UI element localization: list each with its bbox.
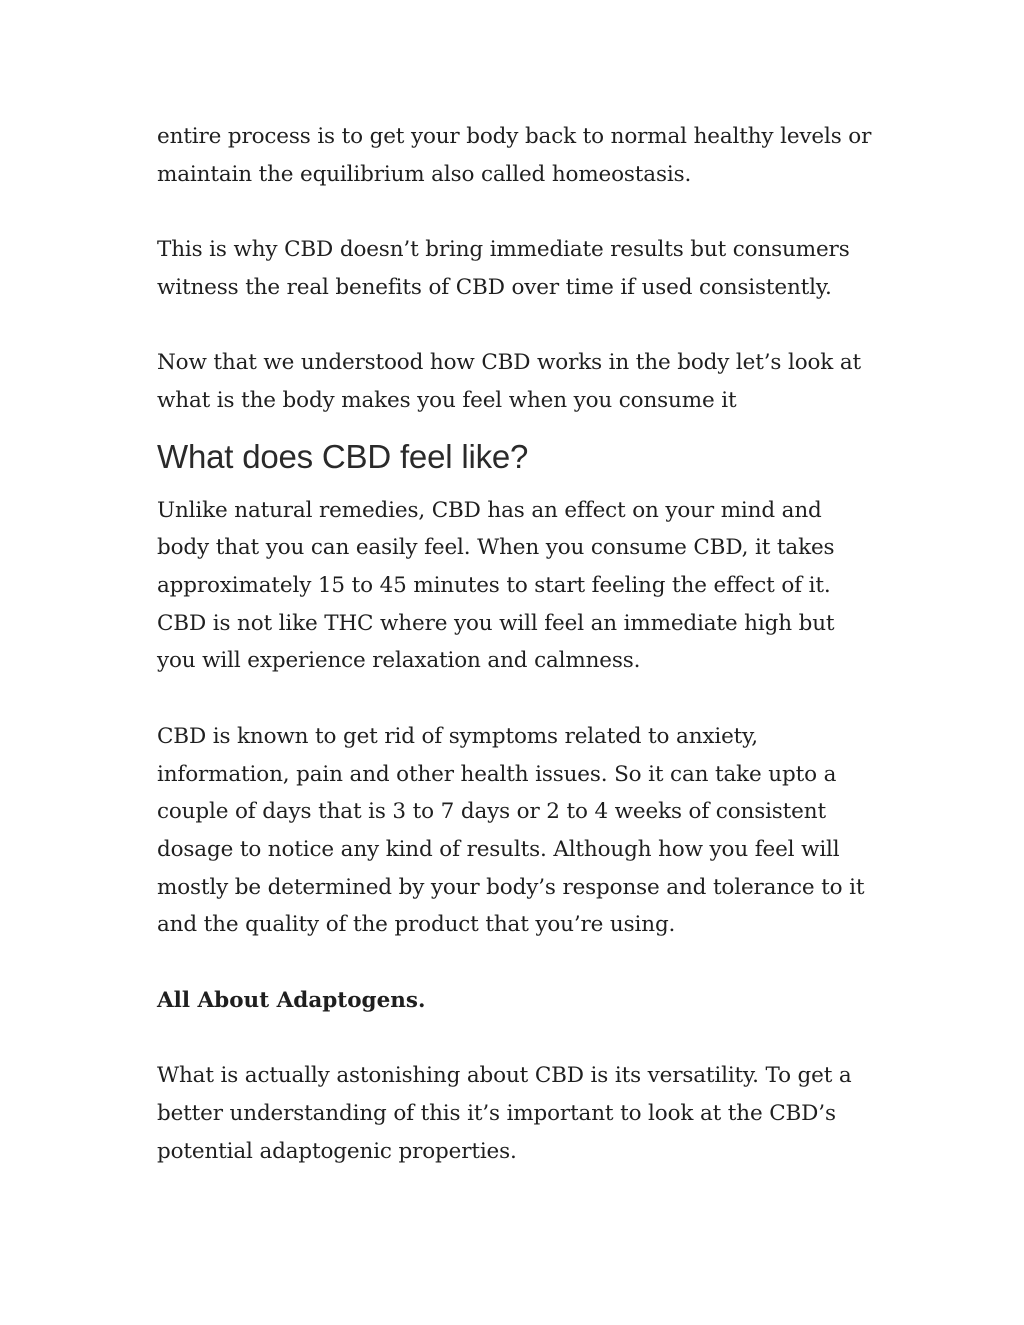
document-page bbox=[157, 118, 877, 1208]
section-heading-cbd-feel: What does CBD feel like? bbox=[157, 437, 529, 475]
paragraph-unlike-natural-remedies: Unlike natural remedies, CBD has an effect on your mind and body that you can easily feel. When you consume CBD, it takes approximately 15 to 45 minutes to start feeling the effect of it. CBD is not like THC where you will feel an immediate high but you will experience relaxation and calmness. bbox=[157, 497, 835, 674]
paragraph-versatility: What is actually astonishing about CBD is its versatility. To get a better understanding of this it’s important to look at the CBD’s potential adaptogenic properties. bbox=[157, 1063, 852, 1164]
paragraph-immediate-results: This is why CBD doesn’t bring immediate results but consumers witness the real benefits of CBD over time if used consistently. bbox=[157, 237, 850, 300]
paragraph-symptoms: CBD is known to get rid of symptoms related to anxiety, information, pain and other health issues. So it can take upto a couple of days that is 3 to 7 days or 2 to 4 weeks of consistent dosage to notice any kind of results. Although how you feel will mostly be determined by your body’s response and tolerance to it and the quality of the product that you’re using. bbox=[157, 723, 865, 938]
paragraph-homeostasis: entire process is to get your body back to normal healthy levels or maintain the equilibrium also called homeostasis. bbox=[157, 124, 872, 187]
paragraph-how-cbd-works: Now that we understood how CBD works in the body let’s look at what is the body makes you feel when you consume it bbox=[157, 350, 862, 413]
subheading-adaptogens: All About Adaptogens. bbox=[157, 987, 426, 1013]
